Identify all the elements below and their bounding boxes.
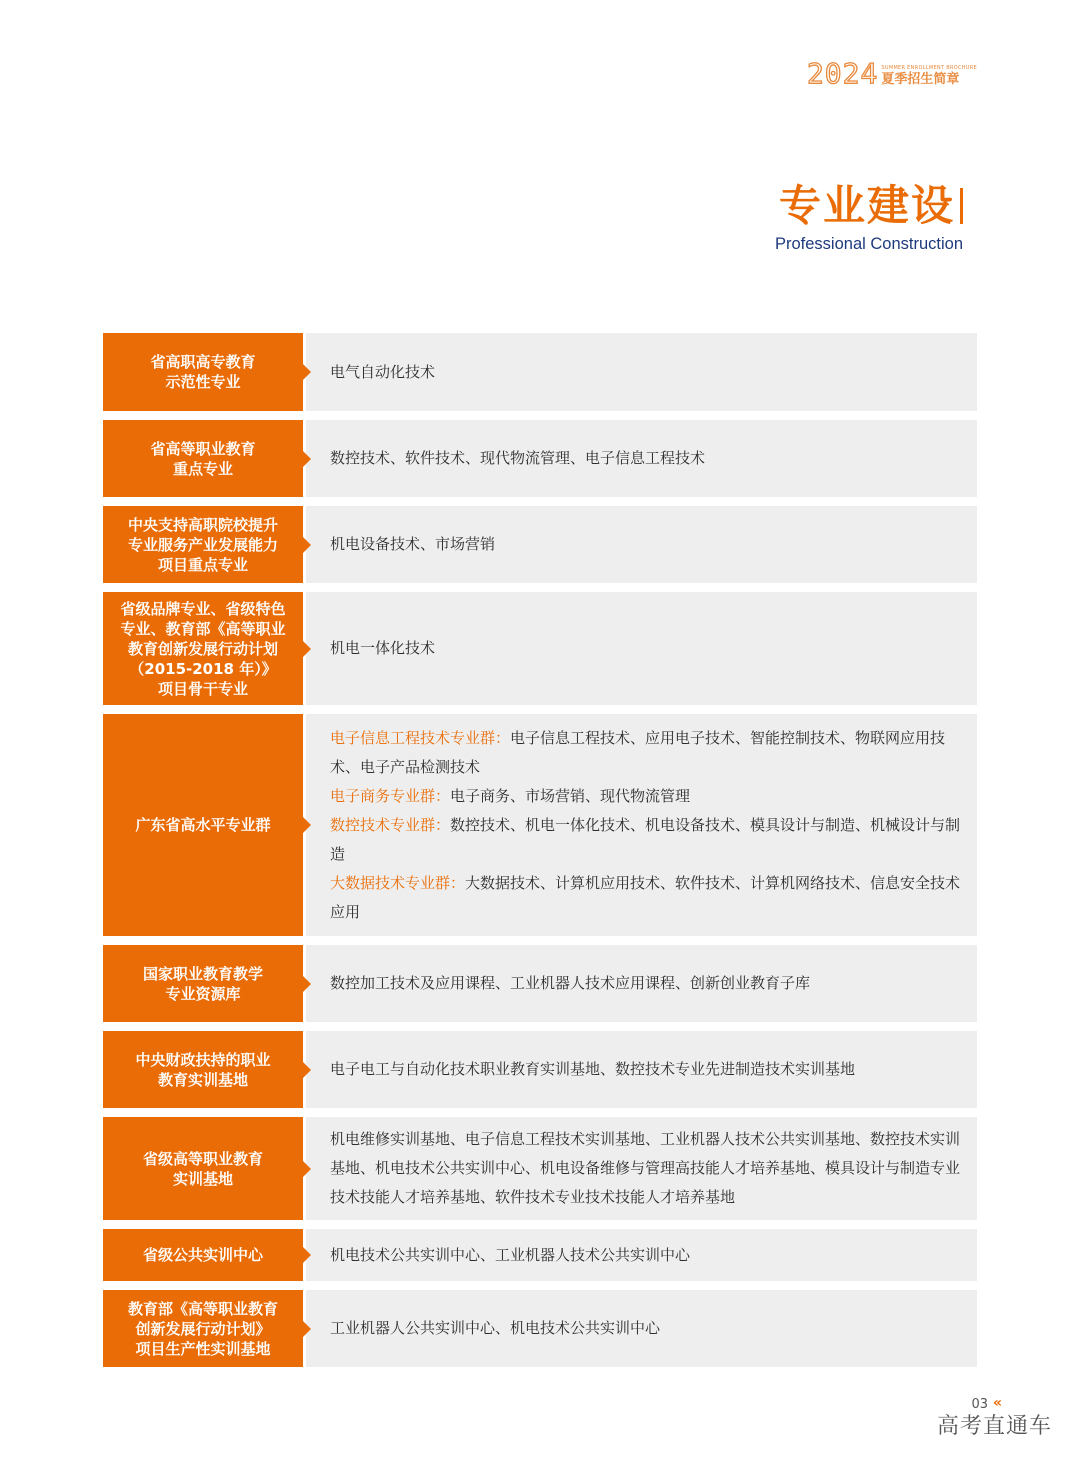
section-title-en: Professional Construction [774,235,963,253]
row-label: 广东省高水平专业群 [103,714,303,936]
row-content: 机电一体化技术 [306,592,977,705]
table-row [103,333,977,411]
table-row [103,506,977,583]
row-label: 中央财政扶持的职业 教育实训基地 [103,1031,303,1108]
table-row [103,1117,977,1220]
row-label: 省级公共实训中心 [103,1229,303,1281]
row-content: 工业机器人公共实训中心、机电技术公共实训中心 [306,1290,977,1367]
program-table [103,333,977,1376]
row-content-groups [306,714,977,936]
row-label: 省高等职业教育 重点专业 [103,420,303,497]
brand-english-tag: SUMMER ENROLLMENT BROCHURE [881,65,977,71]
row-content: 数控加工技术及应用课程、工业机器人技术应用课程、创新创业教育子库 [306,945,977,1022]
group-name: 电子信息工程技术专业群： [330,728,511,747]
table-row [103,945,977,1022]
brand-chinese-tag: 夏季招生简章 [881,72,960,87]
row-label: 省级高等职业教育 实训基地 [103,1117,303,1220]
row-content: 机电技术公共实训中心、工业机器人技术公共实训中心 [306,1229,977,1281]
row-label: 国家职业教育教学 专业资源库 [103,945,303,1022]
row-label: 中央支持高职院校提升 专业服务产业发展能力 项目重点专业 [103,506,303,583]
group-item [330,811,969,869]
section-title-cn: 专业建设 [778,181,955,230]
brochure-brand [806,57,977,90]
row-content: 数控技术、软件技术、现代物流管理、电子信息工程技术 [306,420,977,497]
row-content: 机电设备技术、市场营销 [306,506,977,583]
group-name: 大数据技术专业群： [330,873,466,892]
group-name: 数控技术专业群： [330,815,451,834]
group-item [330,869,969,927]
group-text: 数控技术、机电一体化技术、机电设备技术、模具设计与制造、机械设计与制造 [330,815,961,863]
title-accent-bar [960,188,963,224]
row-label: 省高职高专教育 示范性专业 [103,333,303,411]
group-text: 大数据技术、计算机应用技术、软件技术、计算机网络技术、信息安全技术应用 [330,873,961,921]
group-text: 电子信息工程技术、应用电子技术、智能控制技术、物联网应用技术、电子产品检测技术 [330,728,946,776]
row-content: 电气自动化技术 [306,333,977,411]
double-chevron-left-icon: « [992,1395,1002,1411]
row-label: 教育部《高等职业教育 创新发展行动计划》 项目生产性实训基地 [103,1290,303,1367]
group-name: 电子商务专业群： [330,786,451,805]
table-row [103,1290,977,1367]
table-row [103,1031,977,1108]
watermark: 高考直通车 [936,1414,1052,1439]
section-title [774,180,963,254]
table-row [103,1229,977,1281]
brand-year: 2024 [806,57,879,90]
table-row [103,592,977,705]
table-row [103,714,977,936]
group-text: 电子商务、市场营销、现代物流管理 [450,786,691,805]
brand-text [881,65,977,88]
row-label: 省级品牌专业、省级特色 专业、教育部《高等职业 教育创新发展行动计划 （2015-2018 年）》 项目骨干专业 [103,592,303,705]
row-content: 电子电工与自动化技术职业教育实训基地、数控技术专业先进制造技术实训基地 [306,1031,977,1108]
page-footer [936,1395,1052,1440]
group-item [330,782,969,811]
table-row [103,420,977,497]
page-number: 03 [971,1397,988,1412]
group-item [330,724,969,782]
row-content: 机电维修实训基地、电子信息工程技术实训基地、工业机器人技术公共实训基地、数控技术实训基地、机电技术公共实训中心、机电设备维修与管理高技能人才培养基地、模具设计与制造专业技术技能人才培养基地、软件技术专业技术技能人才培养基地 [306,1117,977,1220]
